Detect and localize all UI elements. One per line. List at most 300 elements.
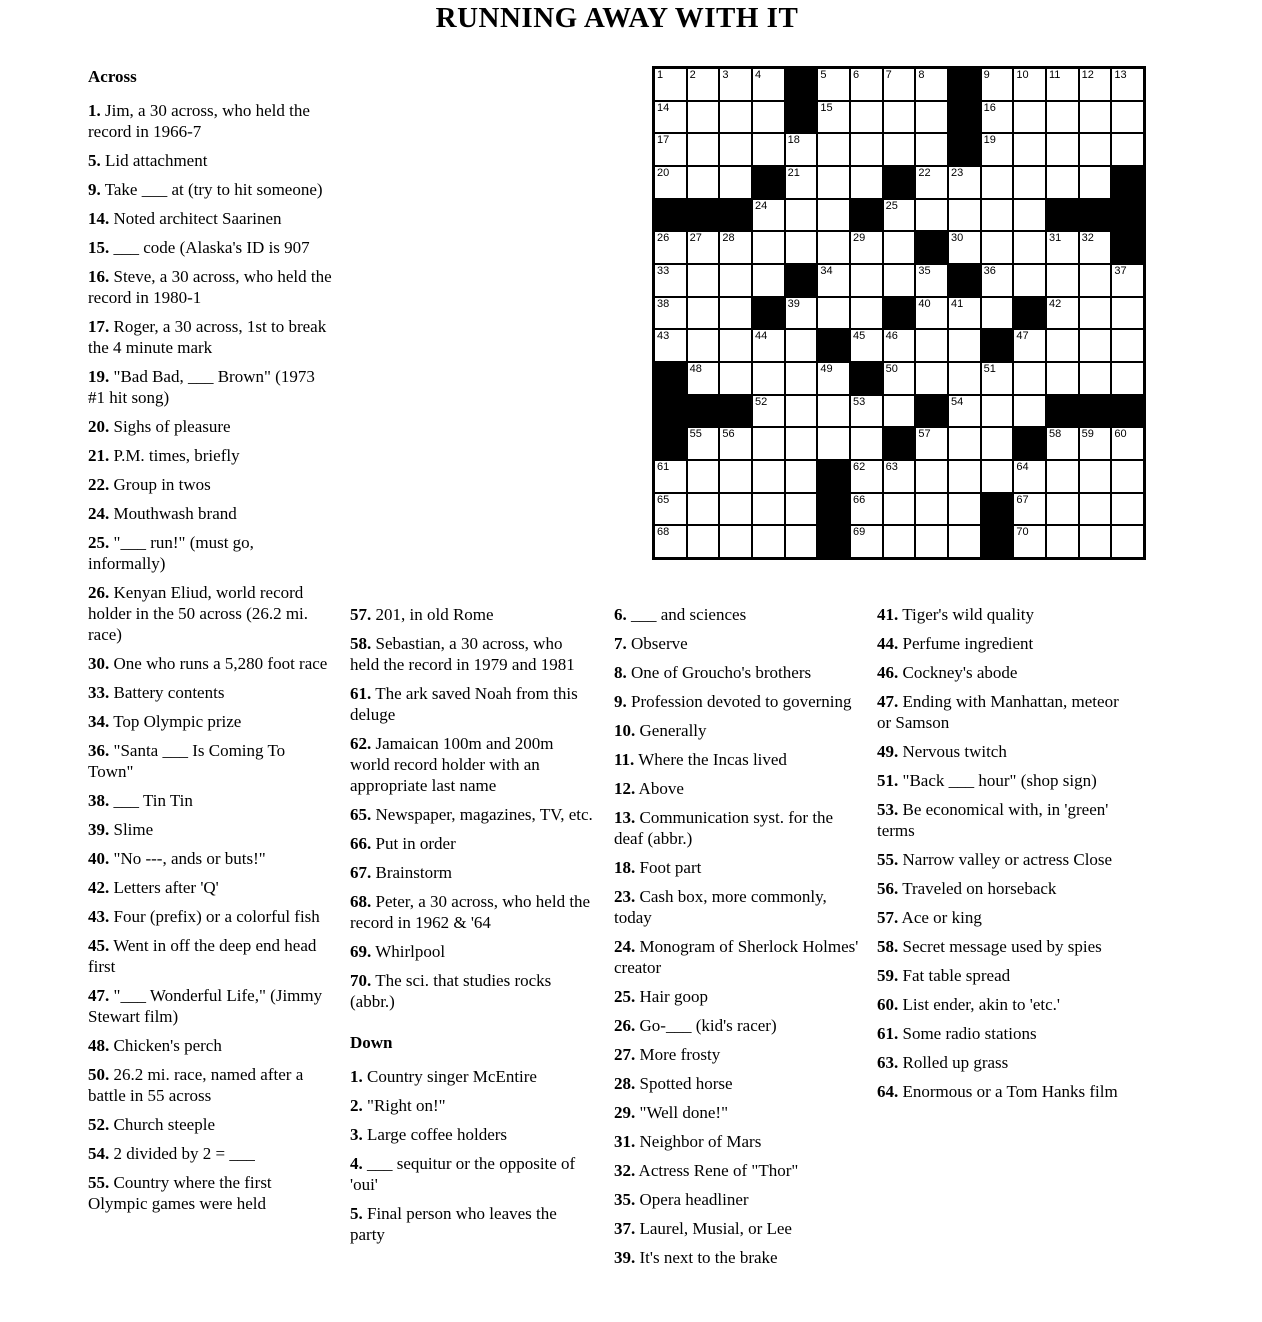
clue-number: 20. [88, 417, 110, 436]
cell-13-8[interactable] [884, 461, 915, 492]
cell-2-8[interactable] [884, 102, 915, 133]
cell-15-5[interactable] [786, 526, 817, 557]
across-clue-47: 47. "___ Wonderful Life," (Jimmy Stewart film) [88, 986, 323, 1026]
cell-4-9[interactable] [916, 167, 947, 198]
cell-3-1[interactable] [655, 134, 686, 165]
cell-11-8[interactable] [884, 396, 915, 427]
cell-14-15[interactable] [1112, 494, 1143, 525]
cell-15-7[interactable] [851, 526, 882, 557]
cell-13-14[interactable] [1080, 461, 1111, 492]
cell-9-10[interactable] [949, 330, 980, 361]
across-clue-30: 30. One who runs a 5,280 foot race [88, 654, 328, 673]
cell-9-4[interactable] [753, 330, 784, 361]
cell-number-27: 27 [689, 232, 702, 245]
down-clue-60: 60. List ender, akin to 'etc.' [877, 995, 1060, 1014]
black-cell-1-10 [949, 69, 980, 100]
cell-10-15[interactable] [1112, 363, 1143, 394]
cell-5-11[interactable] [982, 200, 1013, 231]
down-clue-51: 51. "Back ___ hour" (shop sign) [877, 771, 1097, 790]
cell-number-9: 9 [983, 69, 990, 81]
cell-13-4[interactable] [753, 461, 784, 492]
cell-14-14[interactable] [1080, 494, 1111, 525]
cell-14-3[interactable] [720, 494, 751, 525]
down-clue-47: 47. Ending with Manhattan, meteor or Samson [877, 692, 1119, 732]
cell-13-11[interactable] [982, 461, 1013, 492]
clue-number: 41. [877, 605, 899, 624]
cell-6-1[interactable] [655, 232, 686, 263]
cell-9-5[interactable] [786, 330, 817, 361]
cell-number-38: 38 [657, 297, 670, 310]
cell-15-12[interactable] [1014, 526, 1045, 557]
clue-number: 37. [614, 1219, 636, 1238]
cell-14-13[interactable] [1047, 494, 1078, 525]
black-cell-5-15 [1112, 200, 1143, 231]
cell-1-2[interactable] [688, 69, 719, 100]
cell-15-15[interactable] [1112, 526, 1143, 557]
down-clue-24: 24. Monogram of Sherlock Holmes' creator [614, 937, 859, 977]
cell-13-1[interactable] [655, 461, 686, 492]
cell-6-5[interactable] [786, 232, 817, 263]
across-clues-column [88, 66, 334, 1222]
down-clue-37: 37. Laurel, Musial, or Lee [614, 1219, 792, 1238]
cell-12-7[interactable] [851, 428, 882, 459]
cell-number-11: 11 [1048, 69, 1061, 81]
clue-number: 10. [614, 721, 636, 740]
cell-5-5[interactable] [786, 200, 817, 231]
black-cell-5-3 [720, 200, 751, 231]
cell-3-6[interactable] [818, 134, 849, 165]
cell-1-3[interactable] [720, 69, 751, 100]
cell-number-18: 18 [787, 134, 800, 147]
cell-14-8[interactable] [884, 494, 915, 525]
cell-14-1[interactable] [655, 494, 686, 525]
cell-15-1[interactable] [655, 526, 686, 557]
cell-number-66: 66 [852, 493, 866, 506]
cell-6-11[interactable] [982, 232, 1013, 263]
black-cell-2-10 [949, 102, 980, 133]
clue-number: 40. [88, 849, 110, 868]
cell-4-7[interactable] [851, 167, 882, 198]
black-cell-6-15 [1112, 232, 1143, 263]
across-clue-45: 45. Went in off the deep end head first [88, 936, 317, 976]
cell-number-46: 46 [885, 330, 898, 343]
cell-5-12[interactable] [1014, 200, 1045, 231]
black-cell-4-8 [884, 167, 915, 198]
black-cell-8-4 [753, 298, 784, 329]
cell-number-45: 45 [852, 330, 866, 343]
cell-9-14[interactable] [1080, 330, 1111, 361]
cell-9-2[interactable] [688, 330, 719, 361]
cell-2-15[interactable] [1112, 102, 1143, 133]
cell-number-30: 30 [950, 232, 964, 245]
cell-14-2[interactable] [688, 494, 719, 525]
black-cell-15-11 [982, 526, 1013, 557]
cell-8-2[interactable] [688, 298, 719, 329]
cell-13-15[interactable] [1112, 461, 1143, 492]
cell-2-3[interactable] [720, 102, 751, 133]
cell-6-10[interactable] [949, 232, 980, 263]
cell-6-12[interactable] [1014, 232, 1045, 263]
cell-number-64: 64 [1016, 460, 1029, 473]
cell-10-12[interactable] [1014, 363, 1045, 394]
cell-10-8[interactable] [884, 363, 915, 394]
cell-2-1[interactable] [655, 102, 686, 133]
clue-number: 22. [88, 475, 110, 494]
cell-number-37: 37 [1114, 264, 1127, 277]
cell-6-14[interactable] [1080, 232, 1111, 263]
cell-number-6: 6 [852, 69, 860, 81]
cell-12-2[interactable] [688, 428, 719, 459]
cell-15-14[interactable] [1080, 526, 1111, 557]
black-cell-11-2 [688, 396, 719, 427]
cell-4-1[interactable] [655, 167, 686, 198]
cell-9-9[interactable] [916, 330, 947, 361]
cell-1-1[interactable] [655, 69, 686, 100]
across-clue-40: 40. "No ---, ands or buts!" [88, 849, 266, 868]
cell-number-12: 12 [1081, 69, 1094, 81]
clue-number: 16. [88, 267, 110, 286]
black-cell-8-8 [884, 298, 915, 329]
cell-2-9[interactable] [916, 102, 947, 133]
black-cell-5-14 [1080, 200, 1111, 231]
cell-9-3[interactable] [720, 330, 751, 361]
black-cell-6-9 [916, 232, 947, 263]
cell-3-14[interactable] [1080, 134, 1111, 165]
cell-9-8[interactable] [884, 330, 915, 361]
cell-7-14[interactable] [1080, 265, 1111, 296]
cell-2-11[interactable] [982, 102, 1013, 133]
cell-7-3[interactable] [720, 265, 751, 296]
down-clue-32: 32. Actress Rene of "Thor" [614, 1161, 799, 1180]
cell-7-6[interactable] [818, 265, 849, 296]
cell-3-11[interactable] [982, 134, 1013, 165]
cell-1-9[interactable] [916, 69, 947, 100]
cell-10-3[interactable] [720, 363, 751, 394]
cell-9-13[interactable] [1047, 330, 1078, 361]
cell-12-15[interactable] [1112, 428, 1143, 459]
cell-2-4[interactable] [753, 102, 784, 133]
cell-3-12[interactable] [1014, 134, 1045, 165]
black-cell-14-11 [982, 494, 1013, 525]
cell-15-9[interactable] [916, 526, 947, 557]
cell-1-12[interactable] [1014, 69, 1045, 100]
clue-number: 57. [350, 605, 372, 624]
across-clue-57: 57. 201, in old Rome [350, 605, 494, 624]
cell-4-14[interactable] [1080, 167, 1111, 198]
down-clue-57: 57. Ace or king [877, 908, 982, 927]
down-clues-list-1 [350, 1066, 594, 1245]
cell-4-11[interactable] [982, 167, 1013, 198]
cell-8-15[interactable] [1112, 298, 1143, 329]
cell-3-2[interactable] [688, 134, 719, 165]
clue-number: 48. [88, 1036, 110, 1055]
cell-15-8[interactable] [884, 526, 915, 557]
cell-12-10[interactable] [949, 428, 980, 459]
cell-4-5[interactable] [786, 167, 817, 198]
black-cell-9-6 [818, 330, 849, 361]
cell-8-9[interactable] [916, 298, 947, 329]
cell-5-8[interactable] [884, 200, 915, 231]
black-cell-12-8 [884, 428, 915, 459]
cell-8-14[interactable] [1080, 298, 1111, 329]
down-clue-9: 9. Profession devoted to governing [614, 692, 852, 711]
cell-3-8[interactable] [884, 134, 915, 165]
down-clue-44: 44. Perfume ingredient [877, 634, 1034, 653]
cell-14-7[interactable] [851, 494, 882, 525]
cell-7-11[interactable] [982, 265, 1013, 296]
clue-number: 36. [88, 741, 110, 760]
cell-13-7[interactable] [851, 461, 882, 492]
cell-7-9[interactable] [916, 265, 947, 296]
cell-6-3[interactable] [720, 232, 751, 263]
cell-3-15[interactable] [1112, 134, 1143, 165]
down-clue-18: 18. Foot part [614, 858, 702, 877]
cell-number-7: 7 [885, 69, 892, 81]
cell-14-10[interactable] [949, 494, 980, 525]
down-clue-12: 12. Above [614, 779, 684, 798]
cell-3-9[interactable] [916, 134, 947, 165]
cell-5-9[interactable] [916, 200, 947, 231]
cell-13-9[interactable] [916, 461, 947, 492]
across-header: Across [88, 67, 137, 86]
cell-8-11[interactable] [982, 298, 1013, 329]
cell-1-14[interactable] [1080, 69, 1111, 100]
cell-12-9[interactable] [916, 428, 947, 459]
cell-7-7[interactable] [851, 265, 882, 296]
cell-3-3[interactable] [720, 134, 751, 165]
clue-number: 29. [614, 1103, 636, 1122]
cell-6-2[interactable] [688, 232, 719, 263]
across-clue-62: 62. Jamaican 100m and 200m world record holder with an appropriate last name [350, 734, 554, 795]
clue-number: 1. [350, 1067, 363, 1086]
cell-12-3[interactable] [720, 428, 751, 459]
cell-12-13[interactable] [1047, 428, 1078, 459]
cell-1-15[interactable] [1112, 69, 1143, 100]
cell-3-13[interactable] [1047, 134, 1078, 165]
cell-8-10[interactable] [949, 298, 980, 329]
cell-11-4[interactable] [753, 396, 784, 427]
cell-11-11[interactable] [982, 396, 1013, 427]
cell-15-3[interactable] [720, 526, 751, 557]
cell-11-5[interactable] [786, 396, 817, 427]
cell-9-12[interactable] [1014, 330, 1045, 361]
clue-number: 4. [350, 1154, 363, 1173]
down-clue-1: 1. Country singer McEntire [350, 1067, 537, 1086]
cell-number-53: 53 [852, 395, 866, 408]
cell-10-2[interactable] [688, 363, 719, 394]
cell-7-8[interactable] [884, 265, 915, 296]
clue-number: 47. [877, 692, 899, 711]
cell-11-6[interactable] [818, 396, 849, 427]
cell-1-13[interactable] [1047, 69, 1078, 100]
clue-number: 47. [88, 986, 110, 1005]
cell-9-15[interactable] [1112, 330, 1143, 361]
cell-5-4[interactable] [753, 200, 784, 231]
cell-2-6[interactable] [818, 102, 849, 133]
down-clues-list-3 [877, 604, 1127, 1102]
cell-4-6[interactable] [818, 167, 849, 198]
cell-number-65: 65 [657, 493, 670, 506]
cell-11-7[interactable] [851, 396, 882, 427]
clue-number: 56. [877, 879, 899, 898]
cell-10-10[interactable] [949, 363, 980, 394]
down-clue-55: 55. Narrow valley or actress Close [877, 850, 1113, 869]
black-cell-13-6 [818, 461, 849, 492]
cell-6-4[interactable] [753, 232, 784, 263]
cell-10-6[interactable] [818, 363, 849, 394]
cell-14-5[interactable] [786, 494, 817, 525]
down-clue-23: 23. Cash box, more commonly, today [614, 887, 827, 927]
clue-number: 62. [350, 734, 372, 753]
cell-1-6[interactable] [818, 69, 849, 100]
cell-10-4[interactable] [753, 363, 784, 394]
cell-number-34: 34 [820, 264, 833, 277]
cell-5-10[interactable] [949, 200, 980, 231]
cell-10-5[interactable] [786, 363, 817, 394]
down-clue-13: 13. Communication syst. for the deaf (abbr.) [614, 808, 834, 848]
cell-number-39: 39 [787, 297, 800, 310]
cell-4-10[interactable] [949, 167, 980, 198]
cell-15-4[interactable] [753, 526, 784, 557]
across-clue-5: 5. Lid attachment [88, 151, 208, 170]
cell-13-10[interactable] [949, 461, 980, 492]
cell-number-15: 15 [820, 101, 833, 114]
cell-14-9[interactable] [916, 494, 947, 525]
cell-8-5[interactable] [786, 298, 817, 329]
cell-10-13[interactable] [1047, 363, 1078, 394]
cell-number-16: 16 [983, 101, 996, 114]
across-clue-43: 43. Four (prefix) or a colorful fish [88, 907, 320, 926]
across-clue-15: 15. ___ code (Alaska's ID is 907 [88, 238, 310, 257]
cell-1-11[interactable] [982, 69, 1013, 100]
cell-1-4[interactable] [753, 69, 784, 100]
cell-13-12[interactable] [1014, 461, 1045, 492]
cell-4-12[interactable] [1014, 167, 1045, 198]
cell-11-12[interactable] [1014, 396, 1045, 427]
cell-12-11[interactable] [982, 428, 1013, 459]
black-cell-1-5 [786, 69, 817, 100]
clue-number: 39. [614, 1248, 636, 1267]
clue-number: 6. [614, 605, 627, 624]
cell-number-41: 41 [950, 297, 964, 310]
cell-7-12[interactable] [1014, 265, 1045, 296]
cell-6-13[interactable] [1047, 232, 1078, 263]
cell-7-1[interactable] [655, 265, 686, 296]
cell-10-9[interactable] [916, 363, 947, 394]
cell-8-13[interactable] [1047, 298, 1078, 329]
cell-number-50: 50 [885, 362, 898, 375]
black-cell-7-5 [786, 265, 817, 296]
cell-15-10[interactable] [949, 526, 980, 557]
cell-11-10[interactable] [949, 396, 980, 427]
cell-number-22: 22 [918, 166, 931, 179]
clue-number: 19. [88, 367, 110, 386]
clue-number: 34. [88, 712, 110, 731]
clue-number: 60. [877, 995, 899, 1014]
cell-8-1[interactable] [655, 298, 686, 329]
clue-number: 65. [350, 805, 372, 824]
cell-2-14[interactable] [1080, 102, 1111, 133]
black-cell-4-4 [753, 167, 784, 198]
cell-8-7[interactable] [851, 298, 882, 329]
across-clue-16: 16. Steve, a 30 across, who held the record in 1980-1 [88, 267, 332, 307]
cell-number-54: 54 [950, 395, 964, 408]
cell-15-13[interactable] [1047, 526, 1078, 557]
across-clue-70: 70. The sci. that studies rocks (abbr.) [350, 971, 552, 1011]
cell-number-55: 55 [689, 428, 702, 441]
cell-9-1[interactable] [655, 330, 686, 361]
across-clue-69: 69. Whirlpool [350, 942, 446, 961]
down-clue-31: 31. Neighbor of Mars [614, 1132, 762, 1151]
clue-number: 45. [88, 936, 110, 955]
cell-12-14[interactable] [1080, 428, 1111, 459]
cell-3-4[interactable] [753, 134, 784, 165]
cell-3-7[interactable] [851, 134, 882, 165]
cell-number-17: 17 [657, 134, 670, 147]
cell-15-2[interactable] [688, 526, 719, 557]
across-clue-68: 68. Peter, a 30 across, who held the record in 1962 & '64 [350, 892, 591, 932]
cell-6-7[interactable] [851, 232, 882, 263]
cell-10-11[interactable] [982, 363, 1013, 394]
cell-9-7[interactable] [851, 330, 882, 361]
clue-number: 43. [88, 907, 110, 926]
cell-4-2[interactable] [688, 167, 719, 198]
clue-number: 50. [88, 1065, 110, 1084]
down-clue-61: 61. Some radio stations [877, 1024, 1037, 1043]
cell-13-2[interactable] [688, 461, 719, 492]
cell-number-36: 36 [983, 264, 996, 277]
cell-6-6[interactable] [818, 232, 849, 263]
cell-2-13[interactable] [1047, 102, 1078, 133]
clue-number: 70. [350, 971, 372, 990]
cell-8-6[interactable] [818, 298, 849, 329]
cell-14-4[interactable] [753, 494, 784, 525]
cell-3-5[interactable] [786, 134, 817, 165]
cell-2-7[interactable] [851, 102, 882, 133]
across-clue-20: 20. Sighs of pleasure [88, 417, 231, 436]
cell-14-12[interactable] [1014, 494, 1045, 525]
cell-13-3[interactable] [720, 461, 751, 492]
cell-8-3[interactable] [720, 298, 751, 329]
cell-12-5[interactable] [786, 428, 817, 459]
cell-number-24: 24 [754, 199, 768, 212]
cell-12-6[interactable] [818, 428, 849, 459]
cell-10-14[interactable] [1080, 363, 1111, 394]
down-clue-64: 64. Enormous or a Tom Hanks film [877, 1082, 1118, 1101]
cell-7-2[interactable] [688, 265, 719, 296]
cell-7-13[interactable] [1047, 265, 1078, 296]
cell-4-13[interactable] [1047, 167, 1078, 198]
cell-number-67: 67 [1016, 493, 1029, 506]
cell-5-6[interactable] [818, 200, 849, 231]
cell-1-8[interactable] [884, 69, 915, 100]
cell-2-12[interactable] [1014, 102, 1045, 133]
down-clue-5: 5. Final person who leaves the party [350, 1204, 557, 1244]
cell-6-8[interactable] [884, 232, 915, 263]
cell-12-4[interactable] [753, 428, 784, 459]
cell-4-3[interactable] [720, 167, 751, 198]
cell-7-15[interactable] [1112, 265, 1143, 296]
cell-1-7[interactable] [851, 69, 882, 100]
across-clue-19: 19. "Bad Bad, ___ Brown" (1973 #1 hit song) [88, 367, 315, 407]
across-clues-list-1 [88, 100, 334, 1214]
cell-2-2[interactable] [688, 102, 719, 133]
cell-13-5[interactable] [786, 461, 817, 492]
cell-7-4[interactable] [753, 265, 784, 296]
cell-13-13[interactable] [1047, 461, 1078, 492]
clue-number: 26. [614, 1016, 636, 1035]
clue-number: 25. [614, 987, 636, 1006]
